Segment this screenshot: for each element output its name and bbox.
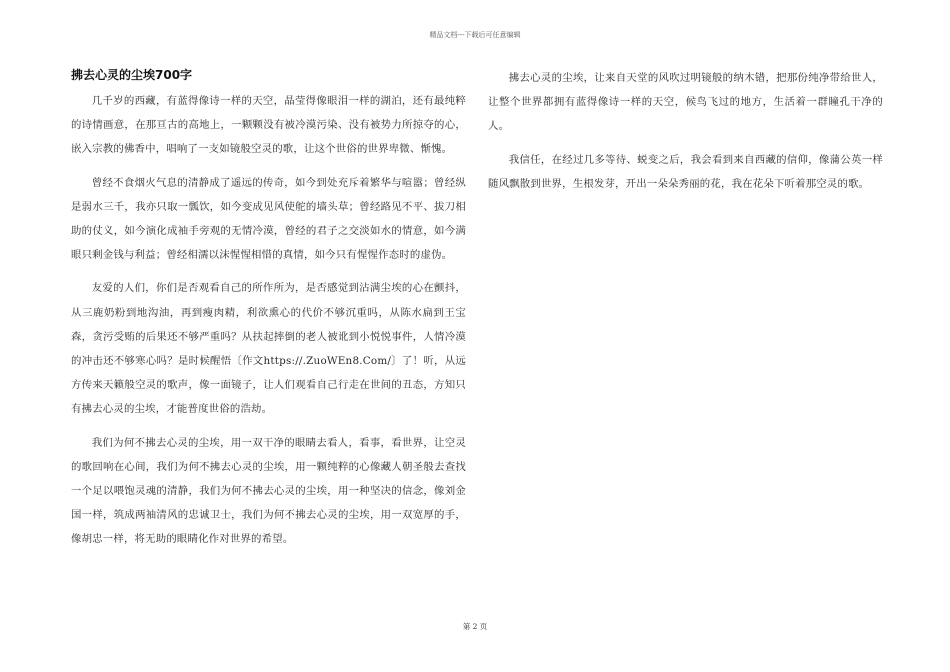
right-column — [488, 66, 883, 205]
paragraph-3: 友爱的人们，你们是否观看自己的所作所为，是否感觉到沾满尘埃的心在颤抖，从三鹿奶粉到地沟油，再到瘦肉精，利欲熏心的代价不够沉重吗，从陈水扁到王宝森，贪污受贿的后果还不够严重吗？从扶起摔倒的老人被讹到小悦悦事件，人情冷漠的冲击还不够寒心吗？是时候醒悟〔作文https://.ZuoWEn8.Com/〕了！听，从远方传来天籁般空灵的歌声，像一面镜子，让人们观看自己行走在世间的丑态，方知只有拂去心灵的尘埃，才能普度世俗的浩劫。 — [71, 282, 466, 416]
paragraph-5: 拂去心灵的尘埃，让来自天堂的风吹过明镜般的纳木错，把那份纯净带给世人，让整个世界都拥有蓝得像诗一样的天空，候鸟飞过的地方，生活着一群瞳孔干净的人。 — [488, 72, 883, 133]
left-column — [71, 66, 466, 561]
paragraph-4: 我们为何不拂去心灵的尘埃，用一双干净的眼睛去看人，看事，看世界，让空灵的歌回响在心间，我们为何不拂去心灵的尘埃，用一颗纯粹的心像藏人朝圣般去查找一个足以喂饱灵魂的清静，我们为何不拂去心灵的尘埃，用一种坚决的信念，像刘金国一样，筑成两袖清风的忠诚卫士，我们为何不拂去心灵的尘埃，用一双宽厚的手，像胡忠一样，将无助的眼睛化作对世界的希望。 — [71, 436, 466, 546]
document-title: 拂去心灵的尘埃700字 — [71, 68, 193, 82]
page-number: 第 2 页 — [462, 622, 488, 631]
paragraph-2: 曾经不食烟火气息的清静成了遥远的传奇，如今到处充斥着繁华与喧嚣；曾经纵是弱水三千，我亦只取一瓢饮，如今变成见风使舵的墙头草；曾经路见不平、拔刀相助的仗义，如今演化成袖手旁观的无情冷漠，曾经的君子之交淡如水的情意，如今满眼只剩金钱与利益；曾经相濡以沫惺惺相惜的真情，如今只有惺惺作态时的虚伪。 — [71, 176, 466, 262]
header-note: 精品文档---下载后可任意编辑 — [429, 31, 521, 39]
paragraph-6: 我信任，在经过几多等待、蜕变之后，我会看到来自西藏的信仰，像蒲公英一样随风飘散到世界，生根发芽，开出一朵朵秀丽的花，我在花朵下听着那空灵的歌。 — [488, 153, 883, 190]
paragraph-1: 几千岁的西藏，有蓝得像诗一样的天空，晶莹得像眼泪一样的湖泊，还有最纯粹的诗情画意，在那亘古的高地上，一颗颗没有被冷漠污染、没有被势力所掠夺的心，嵌入宗教的佛香中，唱响了一支如镜般空灵的歌，让这个世俗的世界卑微、惭愧。 — [71, 95, 466, 156]
